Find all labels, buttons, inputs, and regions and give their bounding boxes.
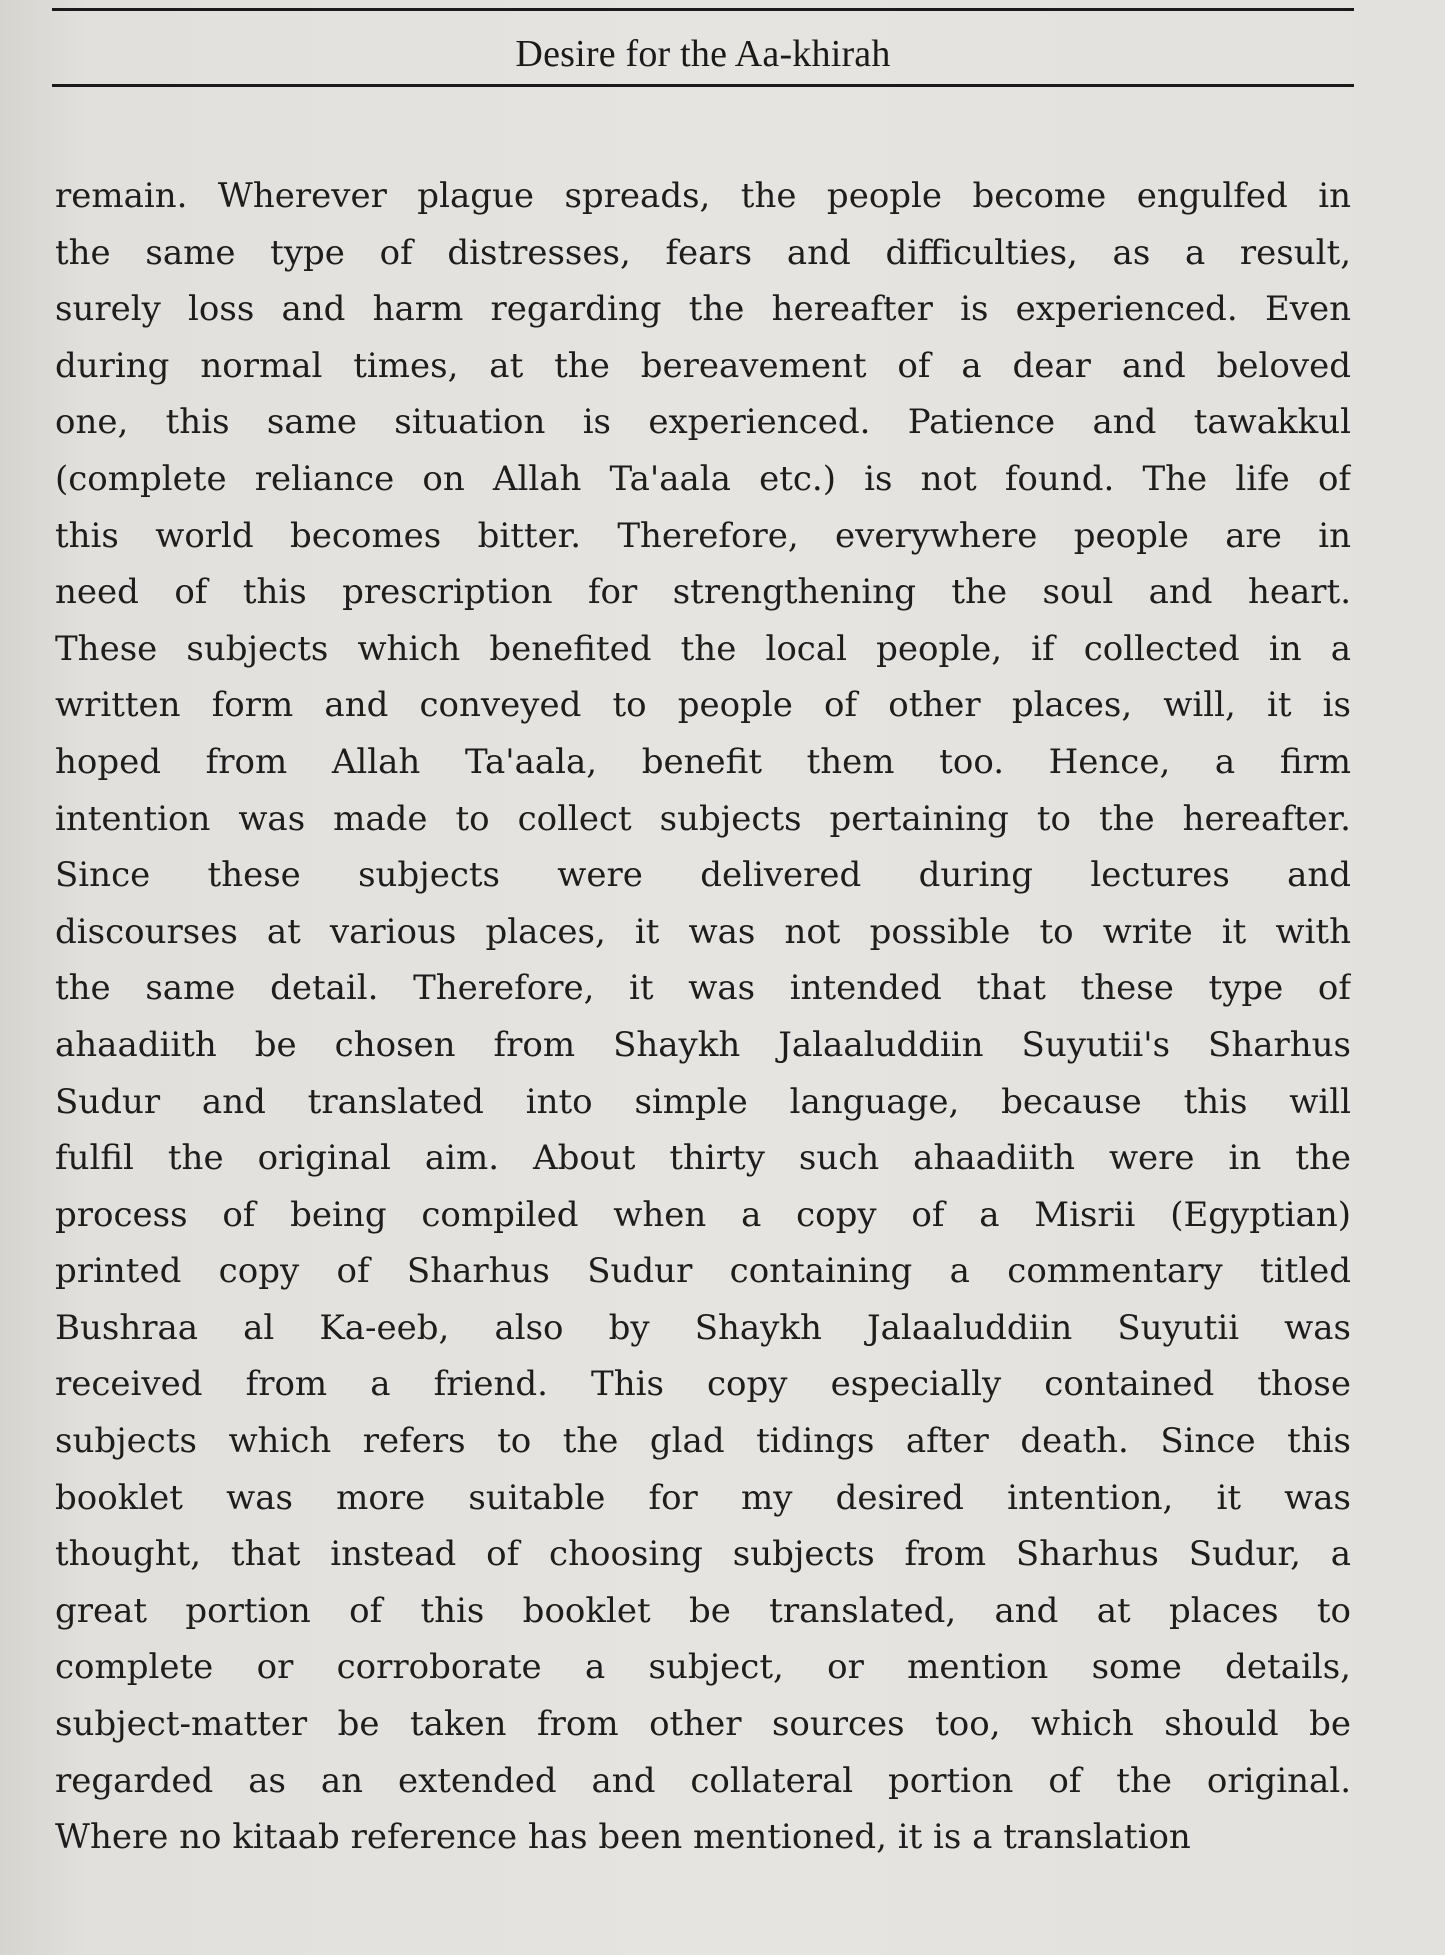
text-line: process of being compiled when a copy of a Misrii (Egyptian) xyxy=(55,1194,1351,1235)
text-line: (complete reliance on Allah Ta'aala etc.) is not found. The life of xyxy=(55,458,1351,499)
text-line: Sudur and translated into simple language, because this will xyxy=(55,1081,1351,1122)
text-line: Where no kitaab reference has been mentioned, it is a translation xyxy=(55,1817,1191,1858)
text-line: need of this prescription for strengthening the soul and heart. xyxy=(55,572,1351,613)
text-line: one, this same situation is experienced. Patience and tawakkul xyxy=(55,402,1351,443)
text-line: Bushraa al Ka-eeb, also by Shaykh Jalaaluddiin Suyutii was xyxy=(55,1307,1351,1348)
text-line: remain. Wherever plague spreads, the people become engulfed in xyxy=(55,176,1351,216)
text-line: ahaadiith be chosen from Shaykh Jalaaluddiin Suyutii's Sharhus xyxy=(55,1024,1351,1065)
text-line: this world becomes bitter. Therefore, everywhere people are in xyxy=(55,515,1351,556)
text-line: printed copy of Sharhus Sudur containing a commentary titled xyxy=(55,1251,1351,1292)
header-bottom-rule xyxy=(52,84,1354,87)
running-header xyxy=(52,8,1354,98)
text-line: thought, that instead of choosing subjects from Sharhus Sudur, a xyxy=(55,1534,1351,1575)
text-line: subject-matter be taken from other sources too, which should be xyxy=(55,1704,1351,1745)
text-line: great portion of this booklet be translated, and at places to xyxy=(55,1590,1351,1631)
text-line: written form and conveyed to people of other places, will, it is xyxy=(55,685,1351,726)
text-line: received from a friend. This copy especially contained those xyxy=(55,1364,1351,1405)
text-line: during normal times, at the bereavement of a dear and beloved xyxy=(55,345,1351,386)
text-line: complete or corroborate a subject, or mention some details, xyxy=(55,1647,1351,1688)
running-title: Desire for the Aa-khirah xyxy=(515,33,891,75)
text-line: booklet was more suitable for my desired intention, it was xyxy=(55,1477,1351,1518)
text-line: subjects which refers to the glad tidings after death. Since this xyxy=(55,1421,1351,1462)
header-top-rule xyxy=(52,8,1354,11)
text-line: the same type of distresses, fears and difficulties, as a result, xyxy=(55,232,1351,273)
text-line: hoped from Allah Ta'aala, benefit them too. Hence, a firm xyxy=(55,741,1351,782)
text-line: intention was made to collect subjects pertaining to the hereafter. xyxy=(55,798,1351,839)
text-line: surely loss and harm regarding the hereafter is experienced. Even xyxy=(55,289,1351,330)
body-text xyxy=(55,168,1351,1866)
text-line: These subjects which benefited the local people, if collected in a xyxy=(55,628,1351,669)
text-line: Since these subjects were delivered during lectures and xyxy=(55,855,1351,896)
text-line: discourses at various places, it was not possible to write it with xyxy=(55,911,1351,952)
text-line: the same detail. Therefore, it was intended that these type of xyxy=(55,968,1351,1009)
text-line: fulfil the original aim. About thirty such ahaadiith were in the xyxy=(55,1138,1351,1179)
text-line: regarded as an extended and collateral portion of the original. xyxy=(55,1760,1351,1801)
